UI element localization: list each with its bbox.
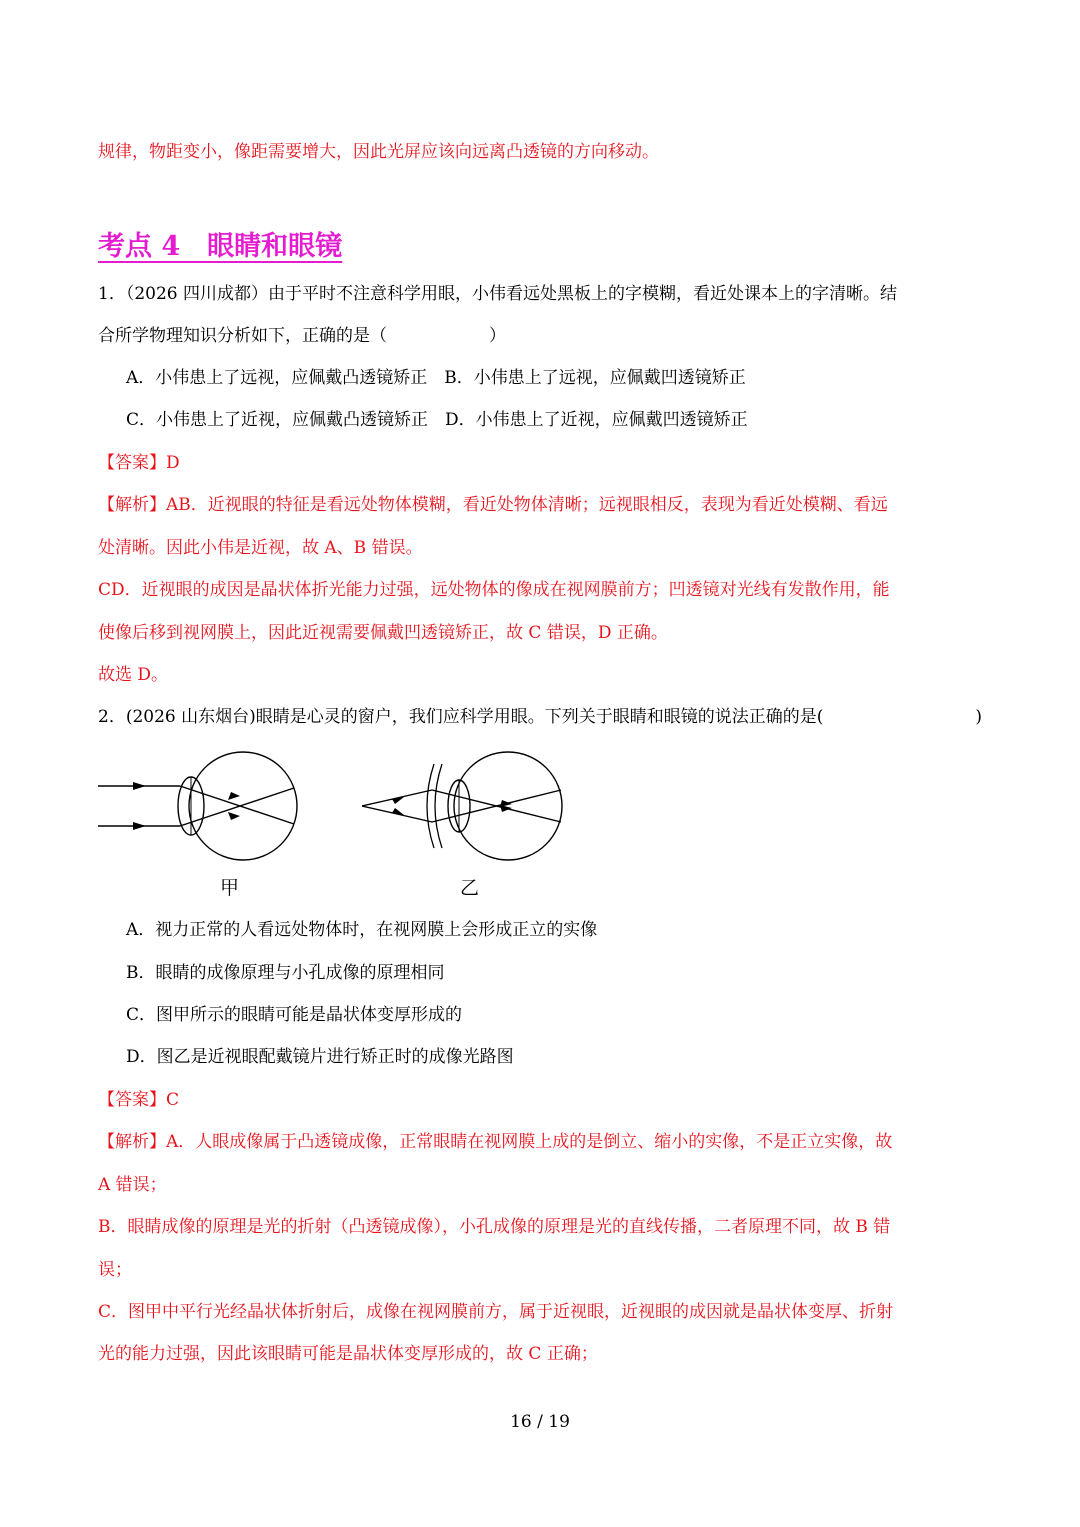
arrow-head — [228, 812, 240, 820]
q1-analysis-line: 【解析】AB．近视眼的特征是看远处物体模糊，看近处物体清晰；远视眼相反，表现为看近处模糊、看远 — [98, 495, 888, 515]
q2-option: B．眼睛的成像原理与小孔成像的原理相同 — [126, 963, 445, 983]
q2-stem-blank-close: ) — [975, 707, 982, 727]
q1-analysis-line: 故选 D。 — [98, 665, 169, 685]
q2-analysis-line: 【解析】A．人眼成像属于凸透镜成像，正常眼睛在视网膜上成的是倒立、缩小的实像，不是正立实像，故 — [98, 1132, 893, 1152]
arrow-head — [133, 782, 146, 790]
eye-diagram-jia-arrows — [98, 750, 318, 870]
q2-analysis-line: B．眼睛成像的原理是光的折射（凸透镜成像），小孔成像的原理是光的直线传播，二者原理不同，故 B 错 — [98, 1217, 891, 1237]
arrow-head — [500, 800, 512, 807]
intro-line: 规律，物距变小，像距需要增大，因此光屏应该向远离凸透镜的方向移动。 — [98, 142, 659, 162]
q1-analysis-line: 处清晰。因此小伟是近视，故 A、B 错误。 — [98, 538, 423, 558]
q2-stem — [98, 705, 982, 729]
q2-option: A．视力正常的人看远处物体时，在视网膜上会形成正立的实像 — [126, 920, 598, 940]
q2-analysis-line: C．图甲中平行光经晶状体折射后，成像在视网膜前方，属于近视眼，近视眼的成因就是晶状体变厚、折射 — [98, 1302, 894, 1322]
q2-analysis-line: 误； — [98, 1260, 132, 1280]
spacer — [352, 750, 432, 900]
q2-option: C．图甲所示的眼睛可能是晶状体变厚形成的 — [126, 1005, 463, 1025]
q2-option: D．图乙是近视眼配戴镜片进行矫正时的成像光路图 — [126, 1047, 514, 1067]
arrow-head — [133, 822, 146, 830]
q2-answer: 【答案】C — [98, 1090, 180, 1110]
figure-label-yi: 乙 — [460, 877, 480, 899]
q1-analysis-line: CD．近视眼的成因是晶状体折光能力过强，远处物体的像成在视网膜前方；凹透镜对光线有发散作用，能 — [98, 580, 890, 600]
q1-stem-line-2: 合所学物理知识分析如下，正确的是（ ） — [98, 326, 506, 346]
q2-analysis-line: 光的能力过强，因此该眼睛可能是晶状体变厚形成的，故 C 正确； — [98, 1344, 598, 1364]
page-number: 16 / 19 — [510, 1412, 570, 1432]
q1-stem-line-1: 1．（2026 四川成都）由于平时不注意科学用眼，小伟看远处黑板上的字模糊，看近处课本上的字清晰。结 — [98, 284, 897, 304]
arrow-head — [228, 792, 240, 800]
q1-options-cd: C．小伟患上了近视，应佩戴凸透镜矫正 D．小伟患上了近视，应佩戴凹透镜矫正 — [126, 410, 748, 430]
q2-analysis-line: A 错误； — [98, 1175, 167, 1195]
q1-answer: 【答案】D — [98, 453, 180, 473]
q2-stem-text: 2．(2026 山东烟台)眼睛是心灵的窗户，我们应科学用眼。下列关于眼睛和眼镜的说法正确的是( — [98, 707, 824, 727]
q1-options-ab: A．小伟患上了远视，应佩戴凸透镜矫正 B．小伟患上了远视，应佩戴凹透镜矫正 — [126, 368, 746, 388]
section-heading: 考点 4 眼睛和眼镜 — [98, 231, 343, 262]
figure-label-jia: 甲 — [220, 877, 240, 899]
q1-analysis-line: 使像后移到视网膜上，因此近视需要佩戴凹透镜矫正，故 C 错误，D 正确。 — [98, 623, 668, 643]
